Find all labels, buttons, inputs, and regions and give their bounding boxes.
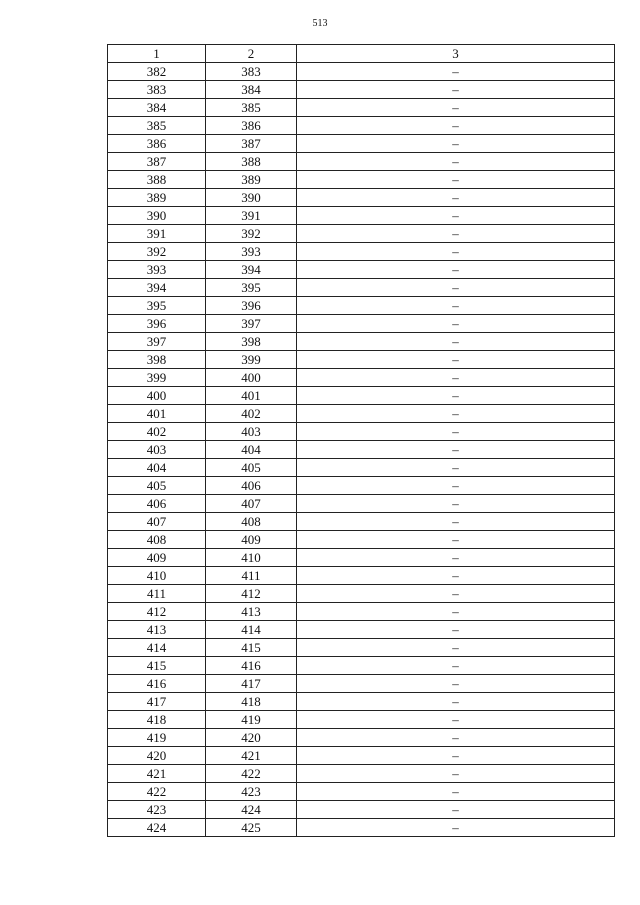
table-cell-col-2: 411 xyxy=(206,567,297,585)
table-cell-col-2: 412 xyxy=(206,585,297,603)
table-cell-col-3: – xyxy=(297,549,615,567)
table-row xyxy=(108,243,615,261)
table-row xyxy=(108,405,615,423)
table-cell-col-2: 413 xyxy=(206,603,297,621)
table-cell-col-3: – xyxy=(297,693,615,711)
table-cell-col-1: 401 xyxy=(108,405,206,423)
table-row xyxy=(108,639,615,657)
table-cell-col-2: 407 xyxy=(206,495,297,513)
table-cell-col-3: – xyxy=(297,297,615,315)
table-cell-col-3: – xyxy=(297,261,615,279)
table-cell-col-3: – xyxy=(297,243,615,261)
table-cell-col-1: 419 xyxy=(108,729,206,747)
table-cell-col-1: 399 xyxy=(108,369,206,387)
table-cell-col-2: 389 xyxy=(206,171,297,189)
table-cell-col-3: – xyxy=(297,423,615,441)
table-cell-col-2: 384 xyxy=(206,81,297,99)
table-cell-col-1: 396 xyxy=(108,315,206,333)
table-cell-col-1: 384 xyxy=(108,99,206,117)
table-cell-col-1: 422 xyxy=(108,783,206,801)
table-cell-col-1: 414 xyxy=(108,639,206,657)
table-cell-col-3: – xyxy=(297,621,615,639)
table-cell-col-1: 392 xyxy=(108,243,206,261)
table-row xyxy=(108,765,615,783)
table-cell-col-1: 398 xyxy=(108,351,206,369)
table-cell-col-3: – xyxy=(297,387,615,405)
table-cell-col-2: 404 xyxy=(206,441,297,459)
table-row xyxy=(108,189,615,207)
table-cell-col-2: 392 xyxy=(206,225,297,243)
table-cell-col-3: – xyxy=(297,603,615,621)
table-header xyxy=(108,45,615,63)
table-body xyxy=(108,63,615,837)
table-cell-col-3: – xyxy=(297,531,615,549)
table-row xyxy=(108,693,615,711)
table-cell-col-3: – xyxy=(297,639,615,657)
table-cell-col-1: 403 xyxy=(108,441,206,459)
table-cell-col-2: 419 xyxy=(206,711,297,729)
table-row xyxy=(108,549,615,567)
table-cell-col-2: 424 xyxy=(206,801,297,819)
table-cell-col-1: 387 xyxy=(108,153,206,171)
table-cell-col-3: – xyxy=(297,315,615,333)
table-cell-col-1: 394 xyxy=(108,279,206,297)
table-row xyxy=(108,711,615,729)
table-cell-col-1: 407 xyxy=(108,513,206,531)
table-row xyxy=(108,351,615,369)
header-row xyxy=(108,45,615,63)
table-row xyxy=(108,261,615,279)
table-row xyxy=(108,657,615,675)
table-cell-col-3: – xyxy=(297,279,615,297)
table-cell-col-2: 399 xyxy=(206,351,297,369)
table-cell-col-2: 395 xyxy=(206,279,297,297)
table-cell-col-2: 405 xyxy=(206,459,297,477)
table-row xyxy=(108,369,615,387)
table-cell-col-2: 387 xyxy=(206,135,297,153)
table-row xyxy=(108,477,615,495)
table-cell-col-2: 423 xyxy=(206,783,297,801)
table-cell-col-3: – xyxy=(297,405,615,423)
table-cell-col-1: 395 xyxy=(108,297,206,315)
table-cell-col-1: 391 xyxy=(108,225,206,243)
table-cell-col-2: 388 xyxy=(206,153,297,171)
table-row xyxy=(108,801,615,819)
table-cell-col-1: 423 xyxy=(108,801,206,819)
table-row xyxy=(108,297,615,315)
table-row xyxy=(108,387,615,405)
table-cell-col-1: 393 xyxy=(108,261,206,279)
table-cell-col-2: 383 xyxy=(206,63,297,81)
table-row xyxy=(108,441,615,459)
table-cell-col-2: 421 xyxy=(206,747,297,765)
table-cell-col-1: 418 xyxy=(108,711,206,729)
table-cell-col-3: – xyxy=(297,657,615,675)
table-cell-col-2: 422 xyxy=(206,765,297,783)
table-cell-col-3: – xyxy=(297,117,615,135)
table-row xyxy=(108,135,615,153)
table-cell-col-1: 388 xyxy=(108,171,206,189)
table-cell-col-3: – xyxy=(297,369,615,387)
table-cell-col-1: 383 xyxy=(108,81,206,99)
table-cell-col-2: 386 xyxy=(206,117,297,135)
table-cell-col-3: – xyxy=(297,729,615,747)
table-row xyxy=(108,99,615,117)
table-cell-col-1: 397 xyxy=(108,333,206,351)
table-cell-col-1: 410 xyxy=(108,567,206,585)
table-cell-col-2: 396 xyxy=(206,297,297,315)
table-cell-col-3: – xyxy=(297,333,615,351)
table-cell-col-3: – xyxy=(297,99,615,117)
table-row xyxy=(108,585,615,603)
data-table xyxy=(107,44,615,837)
table-cell-col-1: 424 xyxy=(108,819,206,837)
table-cell-col-2: 402 xyxy=(206,405,297,423)
table-cell-col-1: 402 xyxy=(108,423,206,441)
table-cell-col-1: 409 xyxy=(108,549,206,567)
table-row xyxy=(108,225,615,243)
table-cell-col-2: 410 xyxy=(206,549,297,567)
table-cell-col-3: – xyxy=(297,81,615,99)
table-cell-col-3: – xyxy=(297,153,615,171)
table-cell-col-1: 420 xyxy=(108,747,206,765)
table-cell-col-1: 389 xyxy=(108,189,206,207)
table-cell-col-1: 405 xyxy=(108,477,206,495)
table-cell-col-3: – xyxy=(297,225,615,243)
table-cell-col-3: – xyxy=(297,765,615,783)
table-cell-col-3: – xyxy=(297,351,615,369)
table-row xyxy=(108,603,615,621)
table-row xyxy=(108,567,615,585)
table-cell-col-1: 415 xyxy=(108,657,206,675)
header-cell-3: 3 xyxy=(297,45,615,63)
table-cell-col-3: – xyxy=(297,711,615,729)
table-cell-col-3: – xyxy=(297,189,615,207)
table-cell-col-1: 417 xyxy=(108,693,206,711)
table-cell-col-3: – xyxy=(297,495,615,513)
header-cell-1: 1 xyxy=(108,45,206,63)
table-cell-col-1: 390 xyxy=(108,207,206,225)
table-row xyxy=(108,153,615,171)
table-row xyxy=(108,207,615,225)
table-cell-col-3: – xyxy=(297,477,615,495)
table-row xyxy=(108,423,615,441)
table-cell-col-1: 406 xyxy=(108,495,206,513)
table-cell-col-3: – xyxy=(297,459,615,477)
table-cell-col-1: 413 xyxy=(108,621,206,639)
table-cell-col-2: 401 xyxy=(206,387,297,405)
table-row xyxy=(108,819,615,837)
table-cell-col-1: 411 xyxy=(108,585,206,603)
table-row xyxy=(108,531,615,549)
table-cell-col-3: – xyxy=(297,567,615,585)
table-cell-col-3: – xyxy=(297,63,615,81)
table-cell-col-1: 400 xyxy=(108,387,206,405)
table-cell-col-2: 390 xyxy=(206,189,297,207)
table-cell-col-2: 414 xyxy=(206,621,297,639)
table-cell-col-2: 403 xyxy=(206,423,297,441)
table-row xyxy=(108,81,615,99)
table-cell-col-3: – xyxy=(297,171,615,189)
table-row xyxy=(108,729,615,747)
table-cell-col-2: 391 xyxy=(206,207,297,225)
table-cell-col-2: 418 xyxy=(206,693,297,711)
table-cell-col-2: 408 xyxy=(206,513,297,531)
header-cell-2: 2 xyxy=(206,45,297,63)
table-cell-col-3: – xyxy=(297,207,615,225)
table-cell-col-1: 412 xyxy=(108,603,206,621)
table-cell-col-2: 417 xyxy=(206,675,297,693)
table-row xyxy=(108,117,615,135)
page-number: 513 xyxy=(312,18,328,29)
table-cell-col-1: 404 xyxy=(108,459,206,477)
table-cell-col-1: 385 xyxy=(108,117,206,135)
table-cell-col-2: 425 xyxy=(206,819,297,837)
table-row xyxy=(108,513,615,531)
table-cell-col-2: 415 xyxy=(206,639,297,657)
table-row xyxy=(108,333,615,351)
table-cell-col-2: 397 xyxy=(206,315,297,333)
table-cell-col-2: 406 xyxy=(206,477,297,495)
table-row xyxy=(108,621,615,639)
table-cell-col-3: – xyxy=(297,675,615,693)
table-row xyxy=(108,747,615,765)
table-row xyxy=(108,279,615,297)
table-cell-col-2: 400 xyxy=(206,369,297,387)
table-cell-col-3: – xyxy=(297,801,615,819)
table-cell-col-1: 416 xyxy=(108,675,206,693)
table-cell-col-3: – xyxy=(297,747,615,765)
table-cell-col-3: – xyxy=(297,585,615,603)
table-row xyxy=(108,675,615,693)
table-cell-col-3: – xyxy=(297,819,615,837)
table-cell-col-2: 385 xyxy=(206,99,297,117)
table-cell-col-3: – xyxy=(297,135,615,153)
table-row xyxy=(108,63,615,81)
table-cell-col-3: – xyxy=(297,783,615,801)
table-row xyxy=(108,459,615,477)
table-cell-col-1: 382 xyxy=(108,63,206,81)
table-cell-col-3: – xyxy=(297,441,615,459)
table-cell-col-1: 386 xyxy=(108,135,206,153)
table-cell-col-1: 408 xyxy=(108,531,206,549)
table-cell-col-2: 394 xyxy=(206,261,297,279)
table-cell-col-1: 421 xyxy=(108,765,206,783)
table-cell-col-2: 409 xyxy=(206,531,297,549)
table-cell-col-2: 393 xyxy=(206,243,297,261)
table-row xyxy=(108,783,615,801)
table-cell-col-2: 416 xyxy=(206,657,297,675)
table-row xyxy=(108,495,615,513)
table-cell-col-3: – xyxy=(297,513,615,531)
table-row xyxy=(108,171,615,189)
table-cell-col-2: 398 xyxy=(206,333,297,351)
table-cell-col-2: 420 xyxy=(206,729,297,747)
table-row xyxy=(108,315,615,333)
